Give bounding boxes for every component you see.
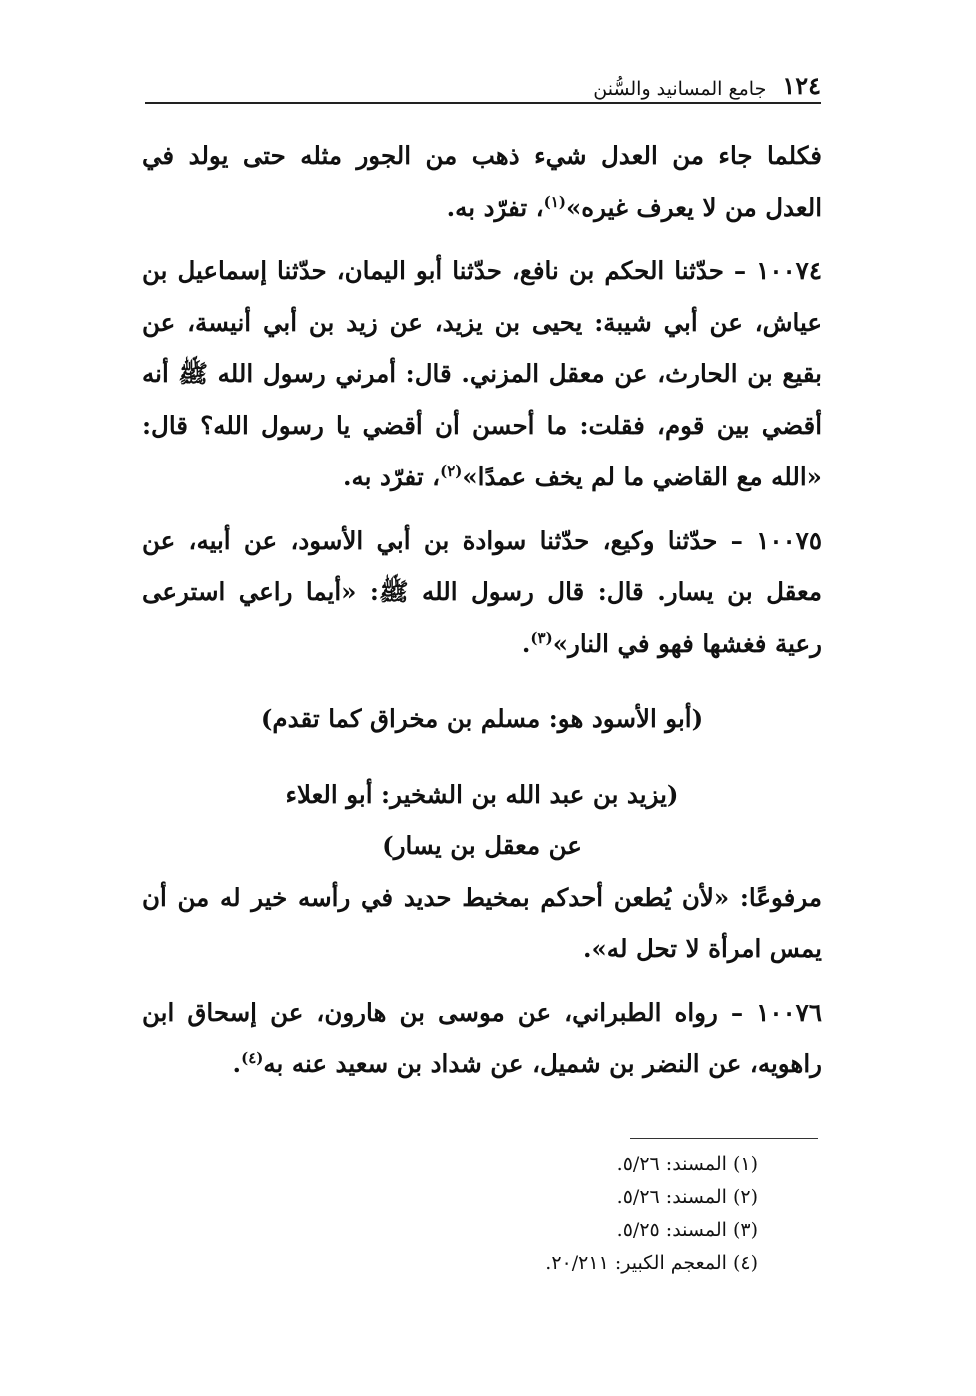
main-text [142,130,822,1090]
footnote-1: (١) المسند: ٥/٢٦. [616,1153,758,1175]
section-heading-abu-al-aswad: (أبو الأسود هو: مسلم بن مخراق كما تقدم) [260,704,704,733]
hadith-10076: ١٠٠٧٦ – رواه الطبراني، عن موسى بن هارون، عن إسحاق ابن راهويه، عن النضر بن شميل، عن شداد بن سعيد عنه به$^{(٤)}$. [142,997,822,1078]
footnote-ref-3[interactable]: (٣) [530,628,553,647]
footnote-3: (٣) المسند: ٥/٢٥. [616,1219,758,1241]
section-heading-yazid-line2: عن معقل بن يسار) [382,831,582,860]
footnotes [438,1148,758,1280]
footnote-4: (٤) المعجم الكبير: ٢٠/٢١١. [545,1252,758,1274]
header-rule [145,102,821,104]
footnote-ref-2[interactable]: (٢) [440,461,463,480]
running-header [145,56,821,100]
hadith-10074: ١٠٠٧٤ – حدّثنا الحكم بن نافع، حدّثنا أبو اليمان، حدّثنا إسماعيل بن عياش، عن أبي شيبة: يحيى بن يزيد، عن زيد بن أبي أنيسة، عن بقيع بن الحارث، عن معقل المزني. قال: أمرني رسول الله ﷺ أنه أقضي بين قوم، فقلت: ما أحسن أن أقضي يا رسول الله؟ قال: «الله مع القاضي ما لم يخف عمدًا»$^{(٢)}$، تفرّد به. [142,256,822,491]
hadith-10075: ١٠٠٧٥ – حدّثنا وكيع، حدّثنا سوادة بن أبي الأسود، عن أبيه، عن معقل بن يسار. قال: قال رسول الله ﷺ: «أيما راعي استرعى رعية فغشها فهو في النار»$^{(٣)}$. [142,525,822,658]
footnote-rule [630,1138,818,1139]
page-number: ١٢٤ [782,71,821,100]
footnote-2: (٢) المسند: ٥/٢٦. [616,1186,758,1208]
footnote-ref-4[interactable]: (٤) [241,1048,264,1067]
paragraph-continuation: فكلما جاء من العدل شيء ذهب من الجور مثله حتى يولد في العدل من لا يعرف غيره»$^{(١)}$، تفرّد به. [142,141,822,222]
footnote-ref-1[interactable]: (١) [543,192,566,211]
marfu-paragraph: مرفوعًا: «لأن يُطعن أحدكم بمخيط حديد في رأسه خير له من أن يمس امرأة لا تحل له». [142,882,822,963]
section-heading-yazid-line1: (يزيد بن عبد الله بن الشخير: أبو العلاء [285,779,679,809]
book-title: جامع المسانيد والسُّنن [593,78,767,100]
